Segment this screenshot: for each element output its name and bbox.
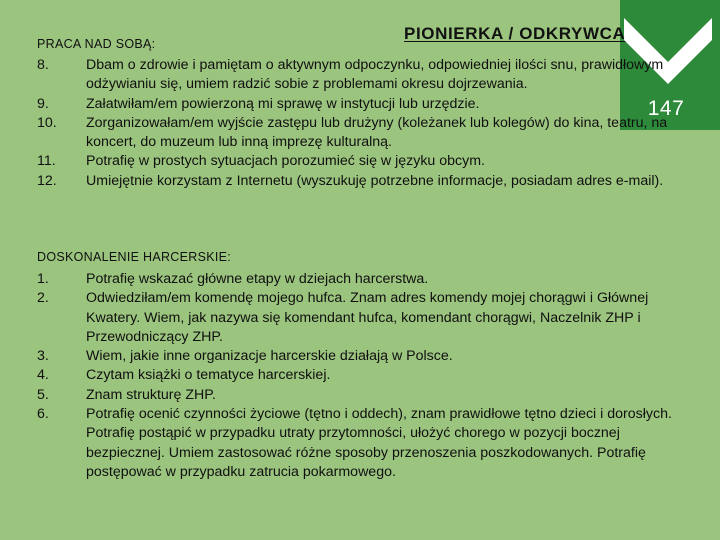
item-text: Wiem, jakie inne organizacje harcerskie działają w Polsce. xyxy=(86,348,453,365)
list-item xyxy=(37,56,687,95)
item-number: 10. xyxy=(37,114,57,131)
item-text: Potrafię w prostych sytuacjach porozumieć się w języku obcym. xyxy=(86,153,485,170)
item-text: Potrafię wskazać główne etapy w dziejach harcerstwa. xyxy=(86,271,429,287)
section-list-praca xyxy=(37,56,687,191)
list-item xyxy=(37,95,687,114)
list-item xyxy=(37,114,687,153)
list-item xyxy=(37,172,687,191)
page-title: PIONIERKA / ODKRYWCA xyxy=(404,24,626,43)
item-text: Odwiedziłam/em komendę mojego hufca. Znam adres komendy mojej chorągwi i Głównej Kwatery. Wiem, jak nazywa się komendant hufca, komendant chorągwi, Naczelnik ZHP i Przewodniczący ZHP. xyxy=(86,290,649,345)
item-number: 3. xyxy=(37,348,49,365)
item-text: Czytam książki o tematyce harcerskiej. xyxy=(86,367,331,384)
item-number: 4. xyxy=(37,367,49,384)
item-text: Potrafię ocenić czynności życiowe (tętno i oddech), znam prawidłowe tętno dzieci i dorosłych. Potrafię postąpić w przypadku utraty przytomności, ułożyć chorego w pozycji bocznej bezpiecznej. Umiem zastosować różne sposoby przenoszenia poszkodowanych. Potrafię postępować w przypadku zatrucia pokarmowego. xyxy=(86,406,672,480)
list-item xyxy=(37,405,687,482)
badge-number: 147 xyxy=(647,97,685,120)
list-item xyxy=(37,366,687,385)
item-number: 2. xyxy=(37,290,49,307)
list-item xyxy=(37,289,687,347)
item-number: 11. xyxy=(37,153,56,170)
item-text: Znam strukturę ZHP. xyxy=(86,386,216,403)
item-number: 9. xyxy=(37,95,49,112)
item-text: Zorganizowałam/em wyjście zastępu lub drużyny (koleżanek lub kolegów) do kina, teatru, na koncert, do muzeum lub inną imprezę kulturalną. xyxy=(86,114,668,151)
section-heading-praca: PRACA NAD SOBĄ: xyxy=(37,37,156,51)
list-item xyxy=(37,270,687,289)
list-item xyxy=(37,152,687,171)
section-heading-doskonalenie: DOSKONALENIE HARCERSKIE: xyxy=(37,250,232,264)
item-number: 8. xyxy=(37,57,49,73)
item-text: Dbam o zdrowie i pamiętam o aktywnym odpoczynku, odpowiedniej ilości snu, prawidłowym odżywianiu się, umiem radzić sobie z problemami okresu dojrzewania. xyxy=(86,57,664,93)
item-number: 5. xyxy=(37,386,49,403)
section-list-doskonalenie xyxy=(37,270,687,482)
item-text: Umiejętnie korzystam z Internetu (wyszukuję potrzebne informacje, posiadam adres e-mail). xyxy=(86,172,664,189)
item-text: Załatwiłam/em powierzoną mi sprawę w instytucji lub urzędzie. xyxy=(86,95,480,112)
item-number: 1. xyxy=(37,271,49,287)
list-item xyxy=(37,386,687,405)
item-number: 6. xyxy=(37,406,49,423)
list-item xyxy=(37,347,687,366)
item-number: 12. xyxy=(37,172,57,189)
